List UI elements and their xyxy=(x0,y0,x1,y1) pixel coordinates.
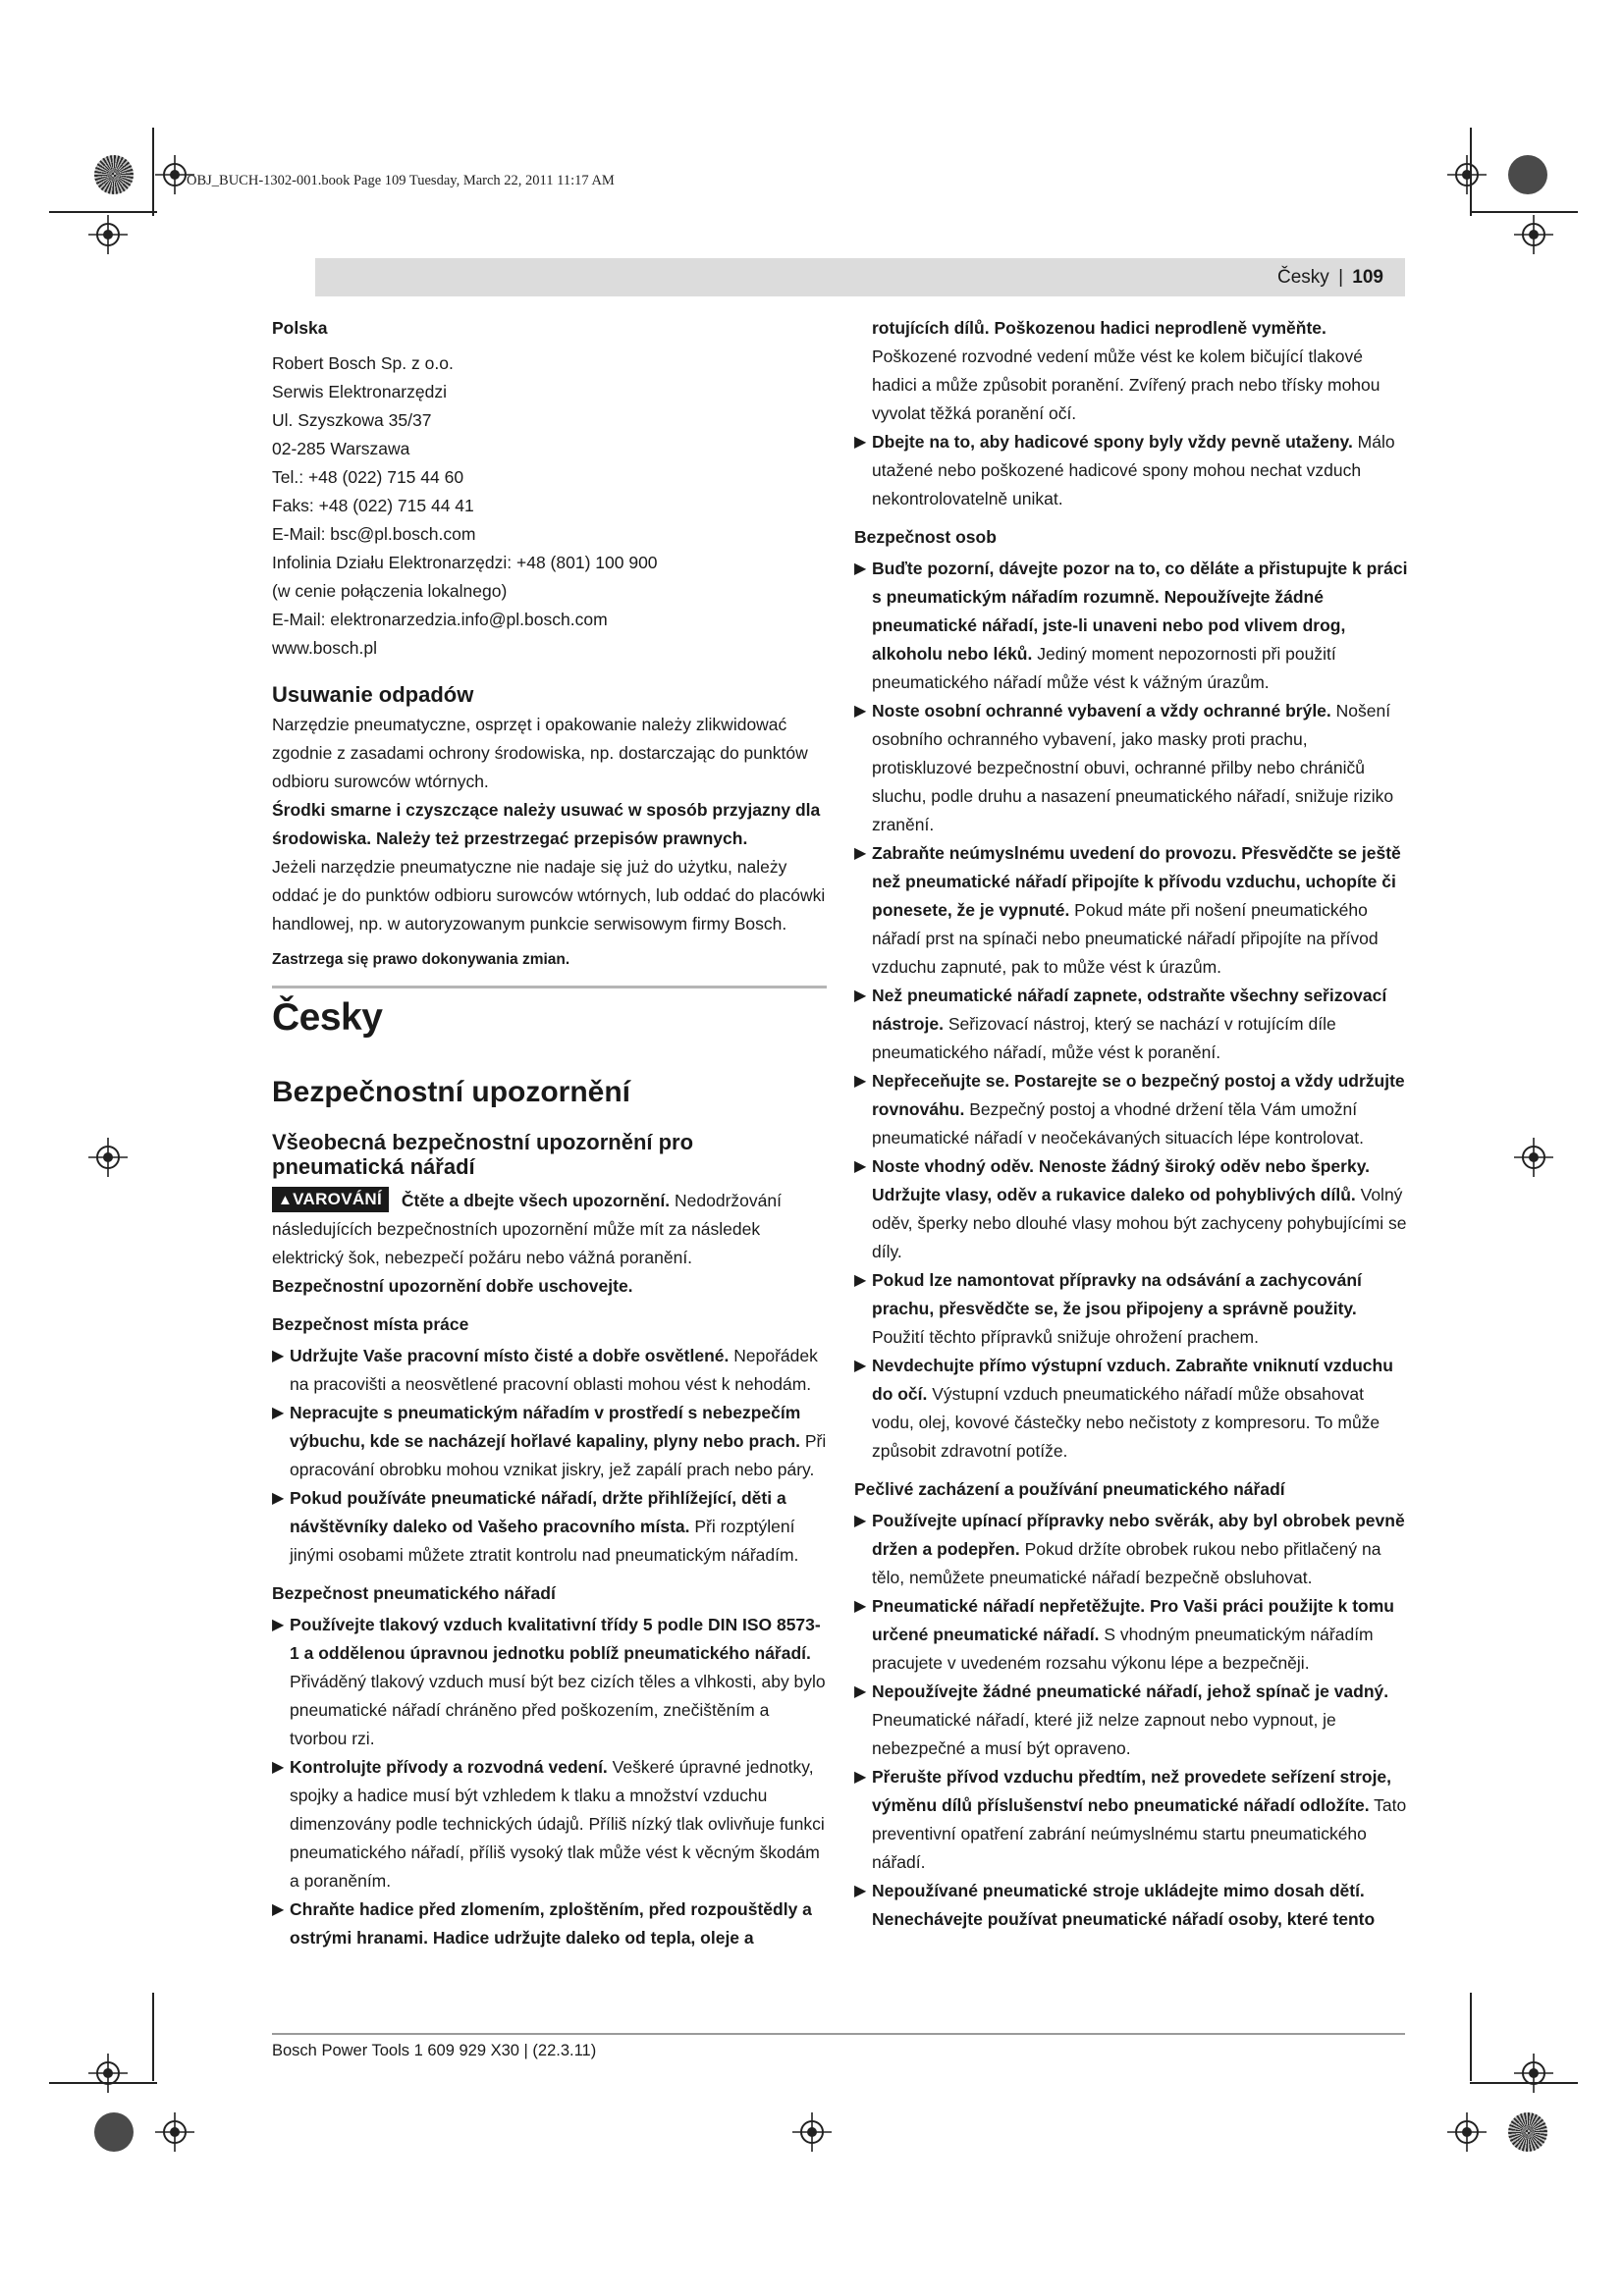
list-item: ▶ Dbejte na to, aby hadicové spony byly vždy pevně utaženy. Málo utažené nebo poškozené hadicové spony mohou nechat vzduch nekontrolovatelně unikat. xyxy=(854,428,1409,513)
registration-mark-icon xyxy=(88,1138,128,1177)
bullet-triangle-icon: ▶ xyxy=(272,1759,285,1776)
bullet-triangle-icon: ▶ xyxy=(854,1598,867,1615)
continued-paragraph: rotujících dílů. Poškozenou hadici neprodleně vyměňte. Poškozené rozvodné vedení může vést ke kolem bičující tlakové hadici a může způsobit poranění. Zvířený prach nebo třísky mohou vyvolat těžká poranění očí. xyxy=(872,318,1380,423)
address-line: Robert Bosch Sp. z o.o. xyxy=(272,353,454,373)
bullet-triangle-icon: ▶ xyxy=(854,703,867,720)
list-item: ▶ Používejte tlakový vzduch kvalitativní třídy 5 podle DIN ISO 8573-1 a oddělenou úpravnou jednotku poblíž pneumatického nářadí. Přiváděný tlakový vzduch musí být bez cizích těles a vlhkosti, aby bylo pneumatické nářadí chráněno před poškozením, znečištěním a tvorbou rzi. xyxy=(272,1611,827,1753)
list-item: ▶ Nepoužívejte žádné pneumatické nářadí, jehož spínač je vadný. Pneumatické nářadí, které již nelze zapnout nebo vypnout, je nebezpečné a musí být opraveno. xyxy=(854,1678,1409,1763)
bullet-triangle-icon: ▶ xyxy=(854,845,867,862)
bullet-triangle-icon: ▶ xyxy=(854,1769,867,1786)
page-number: 109 xyxy=(1352,267,1383,288)
address-line: Ul. Szyszkowa 35/37 xyxy=(272,410,432,430)
address-line: Infolinia Działu Elektronarzędzi: +48 (801) 100 900 xyxy=(272,553,658,572)
list-item: ▶ Noste osobní ochranné vybavení a vždy ochranné brýle. Nošení osobního ochranného vybavení, jako masky proti prachu, protiskluzové bezpečnostní obuvi, ochranné přilby nebo chráničů sluchu, podle druhu a nasazení pneumatického nářadí, snižuje riziko zranění. xyxy=(854,697,1409,839)
list-item: ▶ Pokud lze namontovat přípravky na odsávání a zachycování prachu, přesvědčte se, že jsou připojeny a správně použity. Použití těchto přípravků snižuje ohrožení prachem. xyxy=(854,1266,1409,1352)
bullet-triangle-icon: ▶ xyxy=(854,561,867,577)
bullet-triangle-icon: ▶ xyxy=(272,1490,285,1507)
registration-mark-icon xyxy=(1514,215,1553,254)
crop-mark xyxy=(49,211,157,213)
list-item: ▶ Než pneumatické nářadí zapnete, odstraňte všechny seřizovací nástroje. Seřizovací nástroj, který se nachází v rotujícím díle pneumatického nářadí, může vést k poranění. xyxy=(854,982,1409,1067)
registration-mark-icon xyxy=(792,2112,832,2152)
disposal-paragraph: Jeżeli narzędzie pneumatyczne nie nadaje się już do użytku, należy oddać je do punktów odbioru surowców wtórnych, lub oddać do placówki handlowej, np. w autoryzowanym punkcie serwisowym firmy Bosch. xyxy=(272,857,826,934)
warning-paragraph xyxy=(272,1187,827,1272)
right-column xyxy=(854,314,1409,1934)
warning-triangle-icon: ▲ xyxy=(278,1192,294,1208)
section-divider xyxy=(272,986,827,988)
header-separator: | xyxy=(1338,267,1344,288)
disposal-paragraph: Narzędzie pneumatyczne, osprzęt i opakowanie należy zlikwidować zgodnie z zasadami ochrony środowiska, np. dostarczając do punktów odbioru surowców wtórnych. xyxy=(272,715,808,791)
print-slug: OBJ_BUCH-1302-001.book Page 109 Tuesday, March 22, 2011 11:17 AM xyxy=(187,173,615,188)
list-item: ▶ Nevdechujte přímo výstupní vzduch. Zabraňte vniknutí vzduchu do očí. Výstupní vzduch pneumatického nářadí může obsahovat vodu, olej, kovové částečky nebo nečistoty z kompresoru. To může způsobit zdravotní potíže. xyxy=(854,1352,1409,1466)
crop-mark xyxy=(152,1993,154,2081)
list-item: ▶ Přerušte přívod vzduchu předtím, než provedete seřízení stroje, výměnu dílů příslušenství nebo pneumatické nářadí odložíte. Tato preventivní opatření zabrání neúmyslnému startu pneumatického nářadí. xyxy=(854,1763,1409,1877)
bullet-triangle-icon: ▶ xyxy=(854,1358,867,1374)
bullet-triangle-icon: ▶ xyxy=(272,1405,285,1421)
warning-bold: Čtěte a dbejte všech upozornění. xyxy=(401,1191,671,1210)
list-item: ▶ Pokud používáte pneumatické nářadí, držte přihlížející, děti a návštěvníky daleko od Vašeho pracovního místa. Při rozptýlení jinými osobami můžete ztratit kontrolu nad pneumatickým nářadím. xyxy=(272,1484,827,1570)
bullet-triangle-icon: ▶ xyxy=(854,1272,867,1289)
header-text xyxy=(1277,267,1383,289)
list-item: ▶ Používejte upínací přípravky nebo svěrák, aby byl obrobek pevně držen a podepřen. Pokud držíte obrobek rukou nebo přitlačený na tělo, nemůžete pneumatické nářadí bezpečně obsluhovat. xyxy=(854,1507,1409,1592)
crop-mark xyxy=(1470,211,1578,213)
address-line: E-Mail: bsc@pl.bosch.com xyxy=(272,524,476,544)
registration-mark-icon xyxy=(1514,1138,1553,1177)
crop-mark xyxy=(152,128,154,216)
bullet-triangle-icon: ▶ xyxy=(854,988,867,1004)
language-title: Česky xyxy=(272,996,383,1039)
address-line: (w cenie połączenia lokalnego) xyxy=(272,581,508,601)
address-line: Serwis Elektronarzędzi xyxy=(272,382,447,401)
crop-mark xyxy=(1470,1993,1472,2081)
registration-mark-icon xyxy=(88,215,128,254)
tool-heading: Bezpečnost pneumatického nářadí xyxy=(272,1583,556,1603)
list-item: ▶ Buďte pozorní, dávejte pozor na to, co děláte a přistupujte k práci s pneumatickým nářadím rozumně. Nepoužívejte žádné pneumatické nářadí, jste-li unaveni nebo pod vlivem drog, alkoholu nebo léků. Jediný moment nepozornosti při použití pneumatického nářadí může vést k vážným úrazům. xyxy=(854,555,1409,697)
footer-divider xyxy=(272,2033,1405,2035)
registration-mark-icon xyxy=(1514,2054,1553,2093)
list-item: ▶ Nepřeceňujte se. Postarejte se o bezpečný postoj a vždy udržujte rovnováhu. Bezpečný postoj a vhodné držení těla Vám umožní pneumatické nářadí v neočekávaných situacích lépe kontrolovat. xyxy=(854,1067,1409,1152)
bullet-triangle-icon: ▶ xyxy=(854,1683,867,1700)
registration-mark-icon xyxy=(88,2054,128,2093)
list-item: ▶ Kontrolujte přívody a rozvodná vedení. Veškeré úpravné jednotky, spojky a hadice musí být vzhledem k tlaku a množství vzduchu dimenzovány podle technických údajů. Příliš nízký tlak ovlivňuje funkci pneumatického nářadí, příliš vysoký tlak může vést k věcným škodám a poraněním. xyxy=(272,1753,827,1896)
disposal-heading: Usuwanie odpadów xyxy=(272,682,474,707)
warning-text: Nedodržování následujících bezpečnostních upozornění může mít za následek elektrický šok, nebezpečí požáru nebo vážná poranění. xyxy=(272,1191,782,1267)
left-column xyxy=(272,314,827,1952)
list-item: ▶ Chraňte hadice před zlomením, zploštěním, před rozpouštědly a ostrými hranami. Hadice udržujte daleko od tepla, oleje a xyxy=(272,1896,827,1952)
section-heading-polska: Polska xyxy=(272,318,328,338)
address-block xyxy=(272,349,827,663)
changes-note: Zastrzega się prawo dokonywania zmian. xyxy=(272,951,570,968)
list-item: ▶ Pneumatické nářadí nepřetěžujte. Pro Vaši práci použijte k tomu určené pneumatické nářadí. S vhodným pneumatickým nářadím pracujete v uvedeném rozsahu výkonu lépe a bezpečněji. xyxy=(854,1592,1409,1678)
disposal-paragraph-bold: Środki smarne i czyszczące należy usuwać w sposób przyjazny dla środowiska. Należy też przestrzegać przepisów prawnych. xyxy=(272,800,821,848)
color-bar-disk-icon xyxy=(94,155,134,194)
keep-instructions: Bezpečnostní upozornění dobře uschovejte. xyxy=(272,1276,633,1296)
color-bar-disk-icon xyxy=(1508,2112,1547,2152)
list-item: ▶ Zabraňte neúmyslnému uvedení do provozu. Přesvědčte se ještě než pneumatické nářadí připojíte k přívodu vzduchu, uchopíte či ponesete, že je vypnuté. Pokud máte při nošení pneumatického nářadí prst na spínači nebo pneumatické nářadí připojíte na přívod vzduchu zapnuté, pak to může vést k úrazům. xyxy=(854,839,1409,982)
bullet-triangle-icon: ▶ xyxy=(272,1348,285,1364)
address-line: E-Mail: elektronarzedzia.info@pl.bosch.com xyxy=(272,610,608,629)
safety-title: Bezpečnostní upozornění xyxy=(272,1076,631,1108)
bullet-triangle-icon: ▶ xyxy=(854,434,867,451)
page-footer: Bosch Power Tools 1 609 929 X30 | (22.3.11) xyxy=(272,2042,597,2059)
registration-mark-icon xyxy=(155,2112,194,2152)
bullet-triangle-icon: ▶ xyxy=(272,1617,285,1633)
workplace-heading: Bezpečnost místa práce xyxy=(272,1314,469,1334)
address-line: Faks: +48 (022) 715 44 41 xyxy=(272,496,474,515)
address-line: 02-285 Warszawa xyxy=(272,439,410,458)
handling-heading: Pečlivé zacházení a používání pneumatického nářadí xyxy=(854,1479,1285,1499)
list-item: ▶ Nepoužívané pneumatické stroje ukládejte mimo dosah dětí. Nenechávejte používat pneumatické nářadí osoby, které tento xyxy=(854,1877,1409,1934)
address-line: www.bosch.pl xyxy=(272,638,377,658)
general-subtitle: Všeobecná bezpečnostní upozornění pro pneumatická nářadí xyxy=(272,1130,694,1179)
bullet-triangle-icon: ▶ xyxy=(272,1901,285,1918)
header-language: Česky xyxy=(1277,267,1329,288)
color-bar-disk-icon xyxy=(1508,155,1547,194)
bullet-triangle-icon: ▶ xyxy=(854,1513,867,1529)
list-item: ▶ Nepracujte s pneumatickým nářadím v prostředí s nebezpečím výbuchu, kde se nacházejí hořlavé kapaliny, plyny nebo prach. Při opracování obrobku mohou vznikat jiskry, jež zapálí prach nebo páry. xyxy=(272,1399,827,1484)
bullet-triangle-icon: ▶ xyxy=(854,1883,867,1899)
color-bar-disk-icon xyxy=(94,2112,134,2152)
persons-heading: Bezpečnost osob xyxy=(854,527,997,547)
warning-badge: ▲VAROVÁNÍ xyxy=(272,1187,389,1212)
page-header xyxy=(315,258,1405,296)
address-line: Tel.: +48 (022) 715 44 60 xyxy=(272,467,464,487)
list-item: ▶ Udržujte Vaše pracovní místo čisté a dobře osvětlené. Nepořádek na pracovišti a neosvětlené pracovní oblasti mohou vést k nehodám. xyxy=(272,1342,827,1399)
bullet-triangle-icon: ▶ xyxy=(854,1073,867,1090)
registration-mark-icon xyxy=(1447,2112,1487,2152)
bullet-triangle-icon: ▶ xyxy=(854,1158,867,1175)
registration-mark-icon xyxy=(1447,155,1487,194)
list-item: ▶ Noste vhodný oděv. Nenoste žádný široký oděv nebo šperky. Udržujte vlasy, oděv a rukavice daleko od pohyblivých dílů. Volný oděv, šperky nebo dlouhé vlasy mohou být zachyceny pohybujícími se díly. xyxy=(854,1152,1409,1266)
